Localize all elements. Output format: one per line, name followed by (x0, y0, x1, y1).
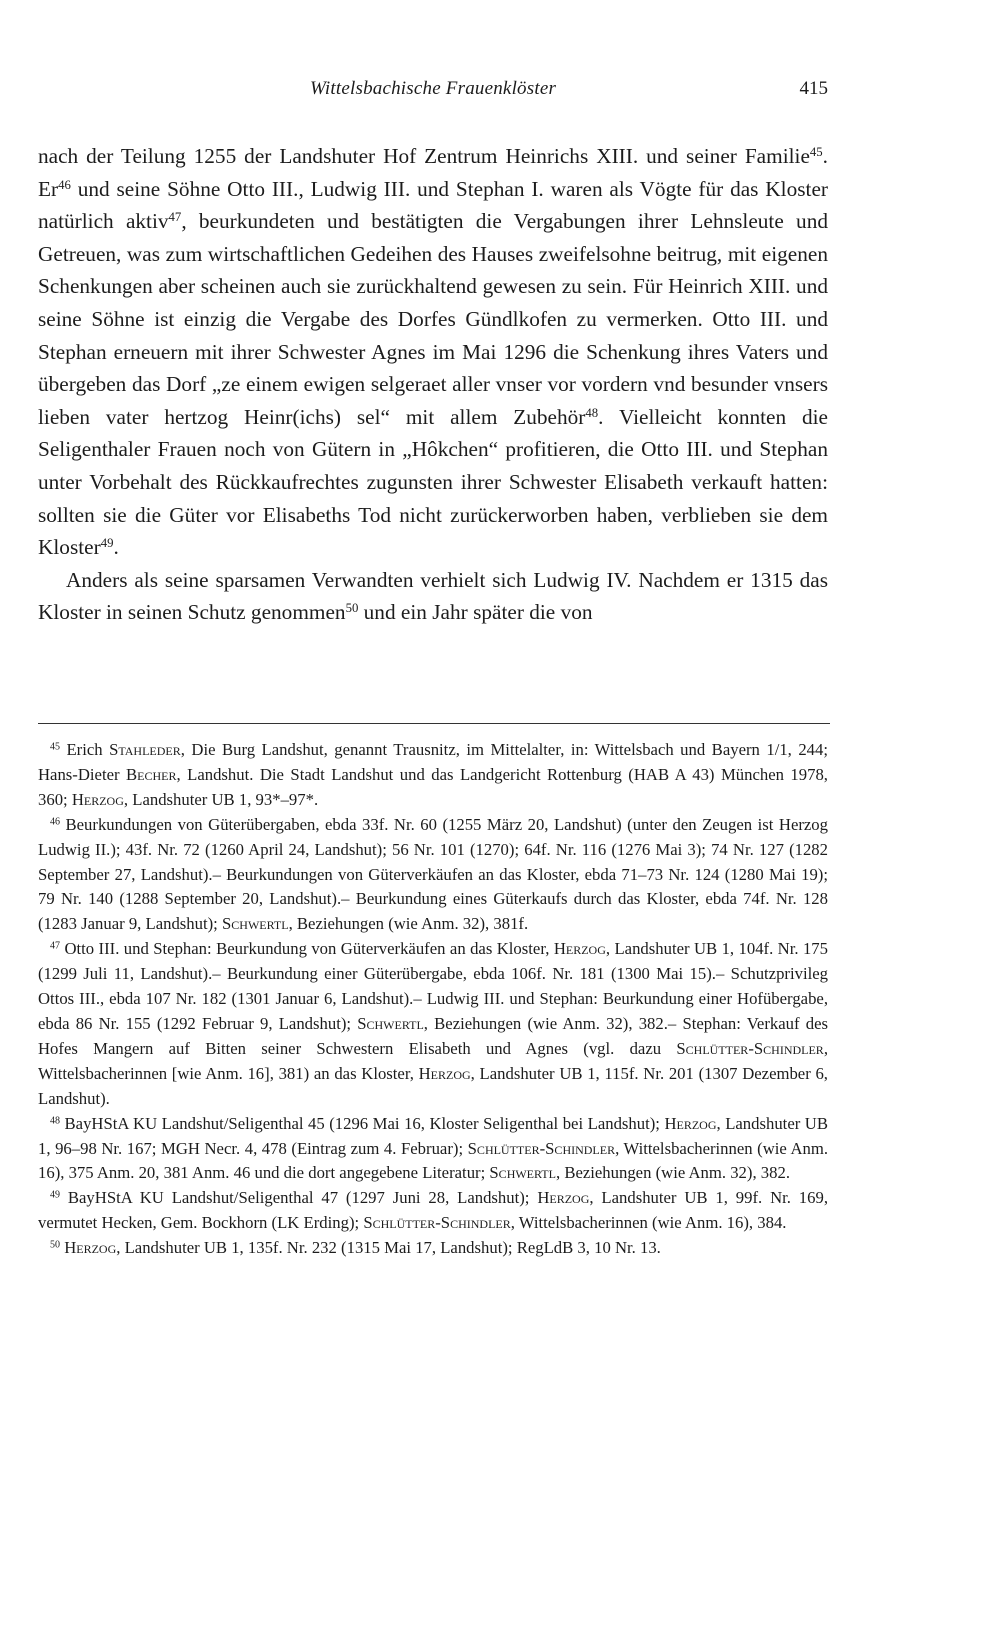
text-run: Beurkundungen von Güterübergaben, ebda 33f. Nr. 60 (1255 März 20, Landshut) (unter den Zeugen ist Herzog Ludwig II.); 43f. Nr. 72 (1260 April 24, Landshut); 56 Nr. 101 (1270); 64f. Nr. 116 (1276 Mai 3); 74 Nr. 127 (1282 September 27, Landshut).– Beurkundungen von Güterverkäufen an das Kloster, ebda 71–73 Nr. 124 (1280 Mai 19); 79 Nr. 140 (1288 September 20, Landshut).– Beurkundung eines Güterkaufs durch das Kloster, ebda 74f. Nr. 128 (1283 Januar 9, Landshut); (38, 814, 828, 934)
text-run: , Landshuter UB 1, 99f. Nr. 169, vermutet Hecken, Gem. Bockhorn (LK Erding); (38, 1188, 828, 1233)
footnote-50 (38, 1236, 828, 1261)
footnote-ref-46[interactable]: 46 (58, 177, 71, 192)
footnote-45 (38, 738, 828, 813)
footnote-49 (38, 1186, 828, 1236)
footnote-ref-45[interactable]: 45 (809, 144, 823, 159)
text-run: , Die Burg Landshut, genannt Trausnitz, im Mittelalter, in: Wittelsbach und Bayern 1/1, 244; Hans-Dieter (38, 740, 828, 784)
text-run: und seine Söhne Otto III., Ludwig III. und Stephan I. waren als Vögte für das Kloster natürlich aktiv (38, 176, 828, 234)
text-run: , Beziehungen (wie Anm. 32), 382. (555, 1163, 791, 1183)
author-name: Herzog (664, 1113, 717, 1133)
text-run: , Landshuter UB 1, 115f. Nr. 201 (1307 Dezember 6, Landshut). (38, 1063, 828, 1108)
text-run: , Landshuter UB 1, 96–98 Nr. 167; MGH Necr. 4, 478 (Eintrag zum 4. Februar); (38, 1113, 828, 1158)
text-run: , Landshut. Die Stadt Landshut und das Landgericht Rottenburg (HAB A 43) München 1978, 360; (38, 764, 828, 809)
footnote-number: 50 (50, 1239, 61, 1251)
footnotes (38, 738, 828, 1261)
footnote-ref-49[interactable]: 49 (100, 536, 114, 551)
page-number: 415 (799, 78, 828, 99)
text-run: nach der Teilung 1255 der Landshuter Hof Zentrum Heinrichs XIII. und seiner Familie (38, 144, 810, 168)
author-name: Becher (126, 764, 177, 784)
text-run: , Landshuter UB 1, 93*–97*. (123, 789, 319, 809)
footnote-number: 49 (50, 1189, 61, 1201)
author-name: Schwertl (357, 1013, 424, 1033)
text-run: , Beziehungen (wie Anm. 32), 382.– Stephan: Verkauf des Hofes Mangern auf Bitten seiner Schwestern Elisabeth und Agnes (vgl. dazu (38, 1013, 828, 1058)
text-run: , Landshuter UB 1, 104f. Nr. 175 (1299 Juli 11, Landshut).– Beurkundung einer Güterübergabe, ebda 106f. Nr. 181 (1300 Mai 15).– Schutzprivileg Ottos III., ebda 107 Nr. 182 (1301 Januar 6, Landshut).– Ludwig III. und Stephan: Beurkundung einer Hofübergabe, ebda 86 Nr. 155 (1292 Februar 9, Landshut); (38, 939, 828, 1033)
author-name: Herzog (71, 789, 124, 809)
footnote-separator (38, 723, 830, 724)
footnote-ref-48[interactable]: 48 (585, 405, 599, 420)
text-run: BayHStA KU Landshut/Seligenthal 47 (1297 Juni 28, Landshut); (60, 1188, 538, 1208)
author-name: Schlütter-Schindler (467, 1138, 616, 1158)
text-run: . Vielleicht konnten die Seligenthaler Frauen noch von Gütern in „Hôkchen“ profitieren, die Otto III. und Stephan unter Vorbehalt des Rückkaufrechtes zugunsten ihrer Schwester Elisabeth verkauft hatten: sollten sie die Güter vor Elisabeths Tod nicht zurückerworben haben, verblieben sie dem Kloster (38, 404, 829, 560)
text-run: BayHStA KU Landshut/Seligenthal 45 (1296 Mai 16, Kloster Seligenthal bei Landshut); (60, 1113, 665, 1133)
author-name: Herzog (64, 1238, 117, 1258)
author-name: Herzog (418, 1063, 471, 1083)
text-run: . Er (38, 144, 828, 201)
paragraph-1 (38, 140, 828, 564)
text-run: , Wittelsbacherinnen (wie Anm. 16), 384. (510, 1213, 787, 1233)
footnote-47 (38, 937, 828, 1111)
author-name: Herzog (553, 939, 606, 959)
footnote-number: 48 (50, 1115, 61, 1127)
author-name: Schlütter-Schindler (363, 1213, 511, 1233)
paragraph-2 (38, 564, 828, 629)
text-run: Otto III. und Stephan: Beurkundung von Güterverkäufen an das Kloster, (60, 939, 554, 959)
text-run: , Wittelsbacherinnen (wie Anm. 16), 375 Anm. 20, 381 Anm. 46 und die dort angegebene Literatur; (38, 1138, 829, 1183)
text-run: Anders als seine sparsamen Verwandten verhielt sich Ludwig IV. Nachdem er 1315 das Kloster in seinen Schutz genommen (38, 567, 828, 625)
text-run: , Landshuter UB 1, 135f. Nr. 232 (1315 Mai 17, Landshut); RegLdB 3, 10 Nr. 13. (116, 1238, 661, 1258)
footnote-number: 47 (50, 940, 61, 952)
footnote-number: 46 (50, 816, 61, 828)
footnote-46 (38, 813, 828, 938)
footnote-ref-50[interactable]: 50 (345, 601, 359, 616)
main-text (38, 140, 828, 629)
author-name: Schlütter-Schindler (676, 1038, 824, 1058)
footnote-48 (38, 1112, 828, 1187)
author-name: Stahleder (109, 740, 181, 759)
text-run: , Wittelsbacherinnen [wie Anm. 16], 381) an das Kloster, (38, 1038, 828, 1083)
text-run: . (113, 535, 119, 560)
author-name: Schwertl (222, 914, 289, 934)
footnote-ref-47[interactable]: 47 (168, 210, 182, 225)
text-run: , Beziehungen (wie Anm. 32), 381f. (288, 914, 529, 934)
text-run: und ein Jahr später die von (358, 600, 593, 625)
text-run: Erich (60, 740, 110, 759)
running-title: Wittelsbachische Frauenklöster (309, 78, 557, 99)
text-run: , beurkundeten und bestätigten die Vergabungen ihrer Lehnsleute und Getreuen, was zum wirtschaftlichen Gedeihen des Hauses zweifelsohne beitrug, mit eigenen Schenkungen aber scheinen auch sie zurückhaltend gewesen zu sein. Für Heinrich XIII. und seine Söhne ist einzig die Vergabe des Dorfes Gündlkofen zu vermerken. Otto III. und Stephan erneuern mit ihrer Schwester Agnes im Mai 1296 die Schenkung ihres Vaters und übergeben das Dorf „ze einem ewigen selgeraet aller vnser vor vordern vnd besunder vnsers lieben vater hertzog Heinr(ichs) sel“ mit allem Zubehör (38, 209, 829, 429)
author-name: Schwertl (489, 1163, 556, 1183)
author-name: Herzog (537, 1188, 590, 1208)
footnote-number: 45 (50, 741, 61, 753)
running-head (38, 78, 828, 108)
